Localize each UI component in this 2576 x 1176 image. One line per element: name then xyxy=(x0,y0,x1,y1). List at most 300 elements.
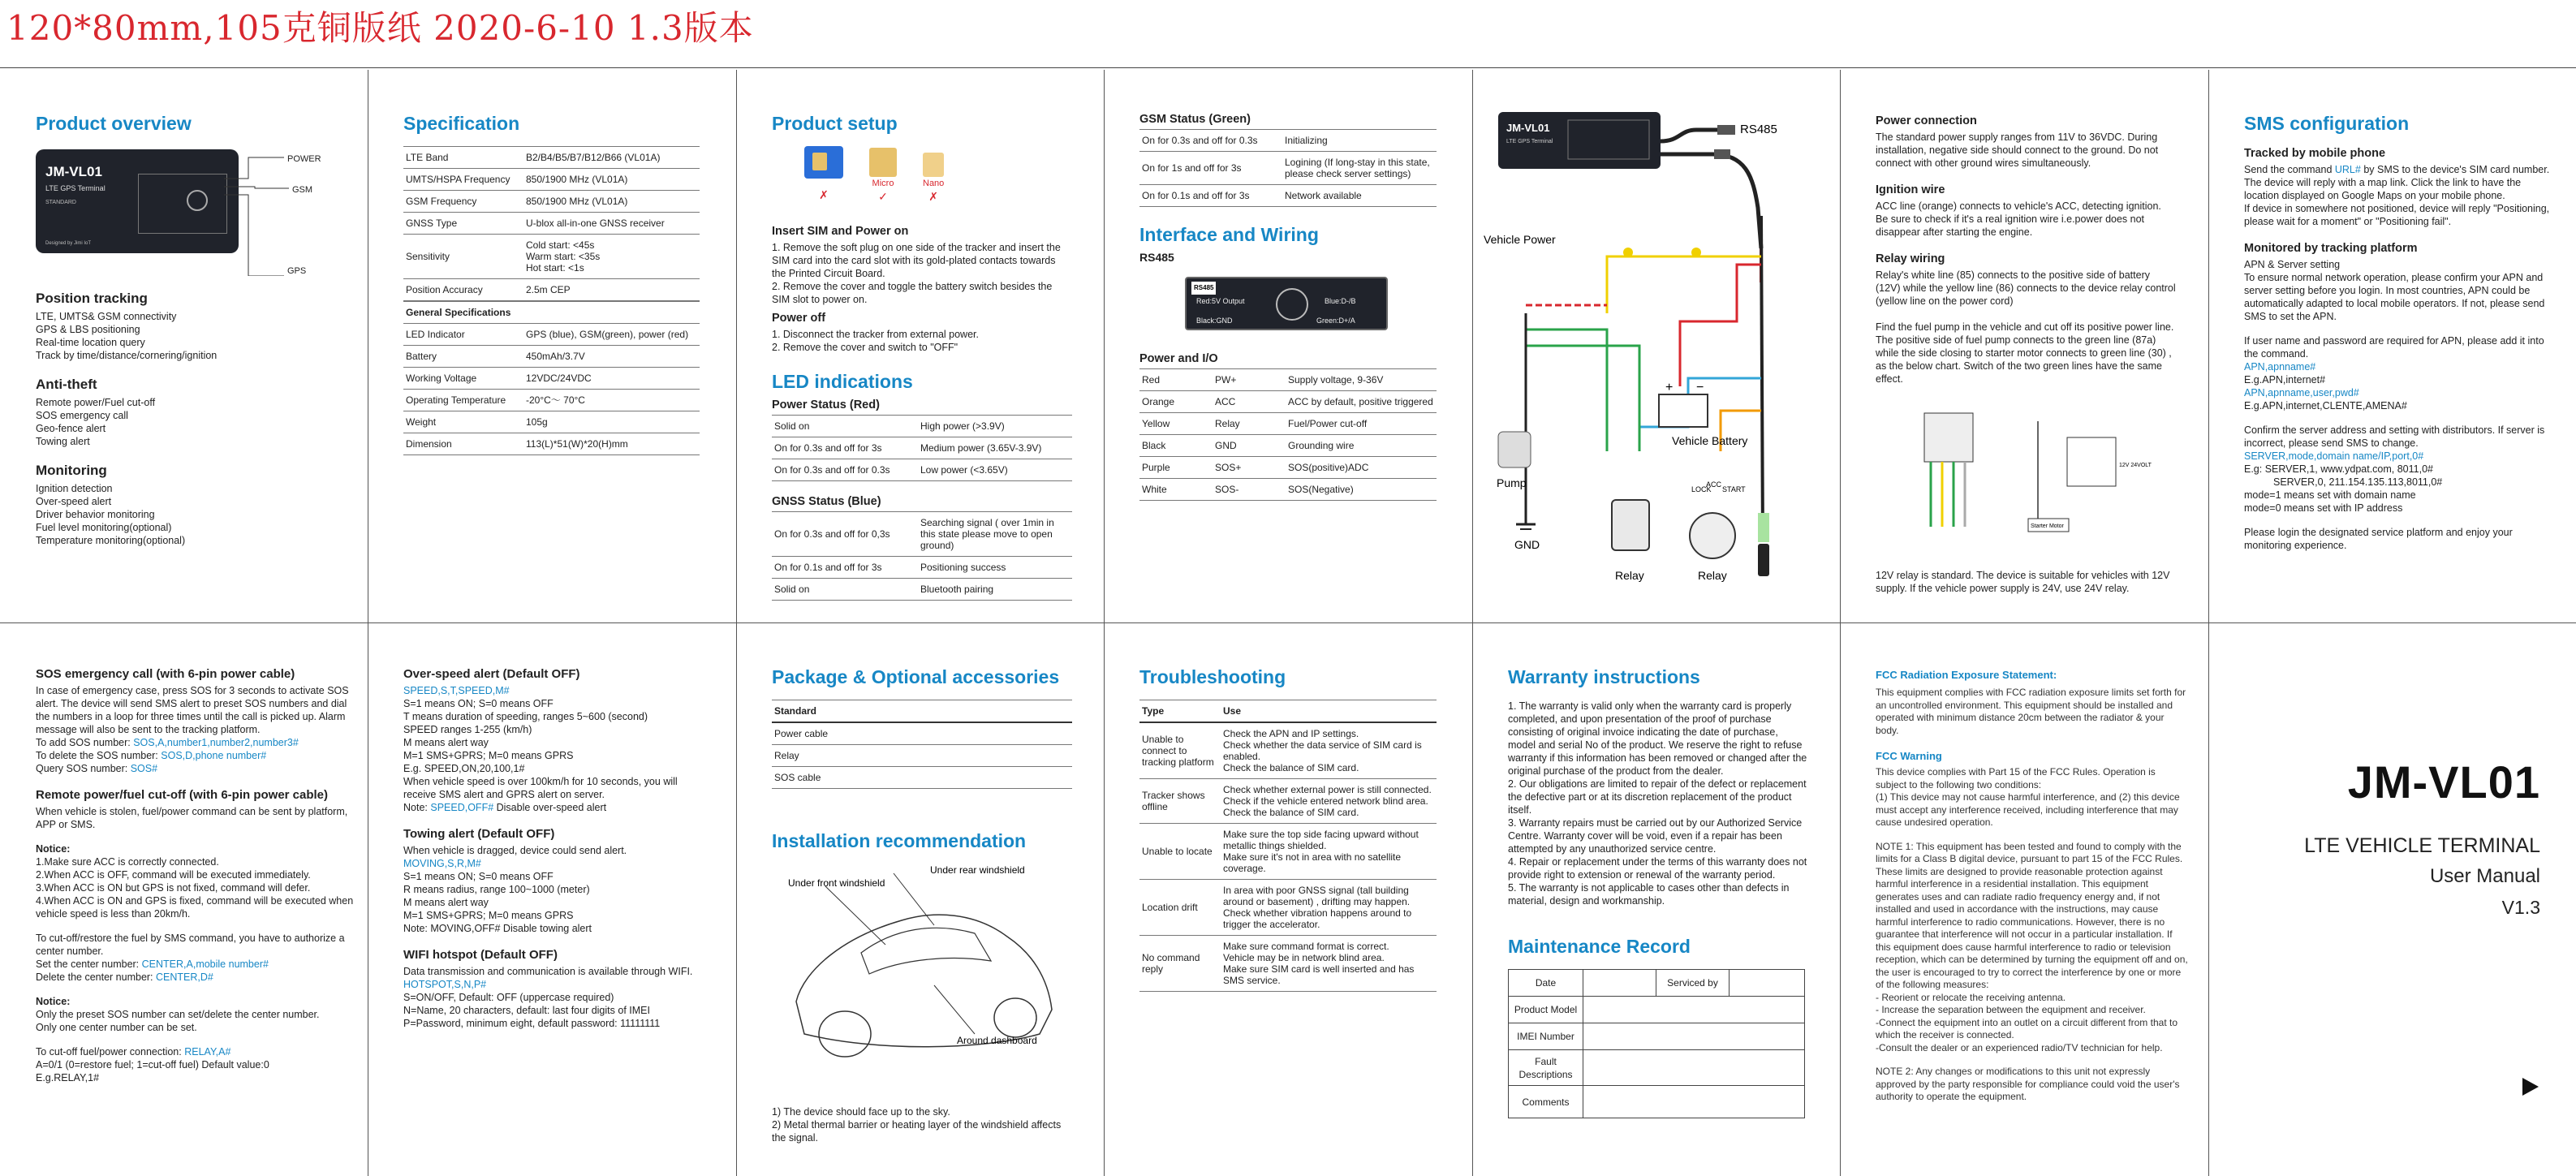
power-io-row-cell: SOS(positive)ADC xyxy=(1286,457,1437,479)
tow-line: R means radius, range 100~1000 (meter) xyxy=(403,884,590,895)
rs485-green: Green:D+/A xyxy=(1316,317,1355,325)
power-io-row-cell: SOS- xyxy=(1213,479,1286,501)
spec-row-cell: 850/1900 MHz (VL01A) xyxy=(523,191,700,213)
print-spec-header xyxy=(0,0,2576,68)
rs485-black: Black:GND xyxy=(1196,317,1233,325)
login-text: Please login the designated service platform and enjoy your monitoring experience. xyxy=(2244,527,2513,551)
trouble-row xyxy=(1139,936,1437,992)
device-sub: LTE GPS Terminal xyxy=(45,184,106,192)
relay-block xyxy=(1924,413,1973,462)
rs485-red: Red:5V Output xyxy=(1196,297,1245,305)
notice2-item: Only the preset SOS number can set/delete the center number. xyxy=(36,1009,320,1020)
relay-text: Relay's white line (85) connects to the positive side of battery (12V) while the yellow line (86) connects to the device relay control (yellow line on the power cord) xyxy=(1876,269,2176,307)
center-delete: Delete the center number: CENTER,D# xyxy=(36,971,213,983)
spec-row xyxy=(403,368,700,390)
power-io-row-cell: Red xyxy=(1139,369,1213,391)
next-arrow-icon xyxy=(2522,1078,2539,1096)
power-io-row xyxy=(1139,391,1437,413)
power-status-heading: Power Status (Red) xyxy=(772,398,880,411)
gsm-status-table xyxy=(1139,129,1437,207)
notice-item: 2.When ACC is OFF, command will be executed immediately. xyxy=(36,869,311,881)
relay-heading: Relay wiring xyxy=(1876,252,1945,265)
url-command: URL# xyxy=(2334,164,2361,175)
general-spec-heading: General Specifications xyxy=(403,302,700,324)
sos-delete: To delete the SOS number: SOS,D,phone number# xyxy=(36,750,267,761)
trouble-row xyxy=(1139,722,1437,779)
apn-example-1: E.g.APN,internet# xyxy=(2244,374,2326,386)
center-set: Set the center number: CENTER,A,mobile number# xyxy=(36,958,269,970)
label-gsm: GSM xyxy=(292,185,313,195)
panel-cover xyxy=(2208,623,2576,1176)
rs485-blue: Blue:D-/B xyxy=(1325,297,1356,305)
gsm-status-row-cell: On for 1s and off for 3s xyxy=(1139,152,1282,185)
power-io-row xyxy=(1139,435,1437,457)
print-spec-title: 120*80mm,105克铜版纸 2020-6-10 1.3版本 xyxy=(6,8,754,48)
relay-example: E.g.RELAY,1# xyxy=(36,1072,100,1083)
spec-row-cell: LED Indicator xyxy=(403,324,523,346)
car-install-figure xyxy=(772,864,1064,1083)
start-label: START xyxy=(1722,485,1746,493)
trouble-head: Type xyxy=(1139,700,1221,723)
tow-lines xyxy=(403,870,712,935)
spec-row-cell: Cold start: <45s Warm start: <35s Hot start: <1s xyxy=(523,235,700,279)
fcc-radiation-text: This equipment complies with FCC radiation exposure limits set forth for an uncontrolled environment. This equipment should be installed and operated with minimum distance 20cm between the radiator & your body. xyxy=(1876,687,2186,736)
warranty-list xyxy=(1508,700,1808,907)
tow-line: M means alert way xyxy=(403,897,489,908)
device-std: STANDARD xyxy=(45,200,76,205)
gsm-status-row-cell: Network available xyxy=(1282,185,1437,207)
speed-line: M means alert way xyxy=(403,737,489,748)
maint-row-label: Product Model xyxy=(1509,997,1583,1023)
power-io-row-cell: Supply voltage, 9-36V xyxy=(1286,369,1437,391)
gsm-status-row-cell: On for 0.3s and off for 0.3s xyxy=(1139,130,1282,152)
windshield xyxy=(861,928,991,974)
wifi-line: S=ON/OFF, Default: OFF (uppercase required) xyxy=(403,992,614,1003)
spec-row-cell: Working Voltage xyxy=(403,368,523,390)
speed-line: When vehicle speed is over 100km/h for 10 seconds, you will receive SMS alert and GPRS alert on server. xyxy=(403,776,678,800)
starter-label: Starter Motor xyxy=(2031,523,2064,529)
spec-row-cell: UMTS/HSPA Frequency xyxy=(403,169,523,191)
track-heading: Tracked by mobile phone xyxy=(2244,147,2386,160)
center-set-command: CENTER,A,mobile number# xyxy=(141,958,269,970)
track-text: Send the command URL# by SMS to the device's SIM card number. The device will reply with a map link. Click the link to have the location displayed on Google Maps on your mobile phone. xyxy=(2244,164,2550,201)
relay-label: Relay xyxy=(1615,569,1644,582)
spec-row-cell: U-blox all-in-one GNSS receiver xyxy=(523,213,700,235)
power-io-row xyxy=(1139,413,1437,435)
wheel-rear xyxy=(994,998,1036,1037)
power-leader xyxy=(224,157,284,179)
tow-line: Note: MOVING,OFF# Disable towing alert xyxy=(403,923,592,934)
gnss-status-row-cell: Solid on xyxy=(772,579,918,601)
notice-item: 1.Make sure ACC is correctly connected. xyxy=(36,856,219,868)
insert-step: 2. Remove the cover and toggle the battery switch besides the SIM slot to power on. xyxy=(772,281,1053,305)
panel-product-overview xyxy=(36,70,360,622)
feature-item: GPS & LBS positioning xyxy=(36,324,140,335)
rs485-port-icon xyxy=(1276,288,1308,321)
spec-row-cell: 113(L)*51(W)*20(H)mm xyxy=(523,433,700,455)
volt-label: 12V 24VOLT xyxy=(2119,463,2152,468)
spec-title: Specification xyxy=(403,113,520,134)
server-example-2: SERVER,0, 211.154.135.113,8011,0# xyxy=(2273,476,2443,488)
panel-package xyxy=(772,623,1072,1176)
feature-item: Remote power/Fuel cut-off xyxy=(36,397,156,408)
led-title: LED indications xyxy=(772,371,913,392)
trouble-row-cell: Check whether external power is still connected. Check if the vehicle entered network blind area. Check the balance of SIM card. xyxy=(1221,779,1437,824)
spec-row-cell: 850/1900 MHz (VL01A) xyxy=(523,169,700,191)
speed-command: SPEED,S,T,SPEED,M# xyxy=(403,685,510,696)
relay-command-line: To cut-off fuel/power connection: RELAY,A# xyxy=(36,1046,231,1058)
wifi-text: Data transmission and communication is available through WIFI. xyxy=(403,966,693,977)
speed-line: E.g. SPEED,ON,20,100,1# xyxy=(403,763,525,774)
maint-row-label: Fault Descriptions xyxy=(1509,1050,1583,1086)
wire-bundle xyxy=(1761,216,1763,541)
wifi-command: HOTSPOT,S,N,P# xyxy=(403,979,487,990)
spec-row xyxy=(403,390,700,411)
spec-row xyxy=(403,169,700,191)
trouble-row-cell: Tracker shows offline xyxy=(1139,779,1221,824)
install-note: 1) The device should face up to the sky. xyxy=(772,1106,950,1118)
device-figure xyxy=(36,146,360,276)
cutoff-text: When vehicle is stolen, fuel/power command can be sent by platform, APP or SMS. xyxy=(36,806,348,830)
led-leader-lines xyxy=(36,146,360,276)
rear-windshield-label: Under rear windshield xyxy=(930,864,1025,876)
feature-item: SOS emergency call xyxy=(36,410,128,421)
feature-heading: Anti-theft xyxy=(36,377,97,392)
spec-row-cell: 2.5m CEP xyxy=(523,279,700,301)
spec-row-cell: GSM Frequency xyxy=(403,191,523,213)
relay-param: A=0/1 (0=restore fuel; 1=cut-off fuel) Default value:0 xyxy=(36,1059,269,1070)
spec-row-cell: 105g xyxy=(523,411,700,433)
power-io-row-cell: Yellow xyxy=(1139,413,1213,435)
speed-lines xyxy=(403,697,712,801)
mode-1: mode=1 means set with domain name xyxy=(2244,489,2416,501)
sos-query-command: SOS# xyxy=(130,763,158,774)
power-status-row xyxy=(772,459,1072,481)
panel-alerts xyxy=(403,623,712,1176)
fold-line xyxy=(1104,70,1105,1176)
power-io-row-cell: SOS(Negative) xyxy=(1286,479,1437,501)
rs485-cable xyxy=(1661,130,1717,141)
package-head: Standard xyxy=(772,700,1072,723)
sos-add-command: SOS,A,number1,number2,number3# xyxy=(133,737,299,748)
notice2-heading: Notice: xyxy=(36,996,71,1007)
trouble-row xyxy=(1139,779,1437,824)
sim-card-icon xyxy=(804,146,843,179)
spec-row xyxy=(403,346,700,368)
spec-row-cell: 450mAh/3.7V xyxy=(523,346,700,368)
power-status-row xyxy=(772,416,1072,437)
feature-item: Fuel level monitoring(optional) xyxy=(36,522,172,533)
battery-icon xyxy=(1659,394,1708,427)
setup-title: Product setup xyxy=(772,113,898,134)
fold-line xyxy=(736,70,737,1176)
platform-heading: Monitored by tracking platform xyxy=(2244,242,2418,255)
maint-row-label: Comments xyxy=(1509,1086,1583,1118)
sim-standard xyxy=(804,146,843,219)
spec-row xyxy=(403,235,700,279)
panel-sms-config xyxy=(2244,70,2552,622)
relay-text-2: Find the fuel pump in the vehicle and cut off its positive power line. The positive side of fuel pump connects to the green line (87a) while the side closing to starter motor connects to green line (30) , as the below chart. Switch of the two green lines have the same effect. xyxy=(1876,321,2174,385)
speed-line: SPEED ranges 1-255 (km/h) xyxy=(403,724,532,735)
feature-heading: Monitoring xyxy=(36,463,107,478)
trouble-row-cell: Make sure the top side facing upward without metallic things shielded. Make sure it's not in area with no satellite coverage. xyxy=(1221,824,1437,880)
label-power: POWER xyxy=(287,154,321,164)
gsm-status-row-cell: On for 0.1s and off for 3s xyxy=(1139,185,1282,207)
speed-line: S=1 means ON; S=0 means OFF xyxy=(403,698,554,709)
tow-line: M=1 SMS+GPRS; M=0 means GPRS xyxy=(403,910,574,921)
power-status-row-cell: On for 0.3s and off for 0.3s xyxy=(772,459,918,481)
package-item: Relay xyxy=(772,745,1072,767)
power-io-row xyxy=(1139,457,1437,479)
feature-item: LTE, UMTS& GSM connectivity xyxy=(36,311,177,322)
feature-heading: Position tracking xyxy=(36,291,148,306)
trouble-row-cell: Location drift xyxy=(1139,880,1221,936)
power-status-row-cell: On for 0.3s and off for 3s xyxy=(772,437,918,459)
device-model: JM-VL01 xyxy=(45,164,102,179)
gsm-status-row-cell: Logining (If long-stay in this state, please check server settings) xyxy=(1282,152,1437,185)
notice-list xyxy=(36,855,356,920)
warranty-item: 3. Warranty repairs must be carried out by our Authorized Service Centre. Warranty cover will be void, even if a repair has been attempted by any unauthorized service centre. xyxy=(1508,817,1803,855)
package-item: Power cable xyxy=(772,722,1072,745)
insert-steps xyxy=(772,241,1072,306)
spec-row xyxy=(403,191,700,213)
spec-row xyxy=(403,411,700,433)
poweroff-steps xyxy=(772,328,1072,354)
server-example: E.g: SERVER,1, www.ydpat.com, 8011,0# xyxy=(2244,463,2433,475)
poweroff-heading: Power off xyxy=(772,312,826,325)
cover-line-2: User Manual xyxy=(2429,865,2540,887)
power-io-row-cell: ACC xyxy=(1213,391,1286,413)
relay-command: RELAY,A# xyxy=(184,1046,231,1058)
package-table xyxy=(772,700,1072,789)
install-title: Installation recommendation xyxy=(772,830,1027,851)
trouble-row-cell: No command reply xyxy=(1139,936,1221,992)
sim-nano-label: Nano xyxy=(923,179,945,188)
warranty-item: 2. Our obligations are limited to repair of the defect or replacement the defective part or at its discretion replacement of the product itself. xyxy=(1508,778,1807,816)
speed-heading: Over-speed alert (Default OFF) xyxy=(403,667,580,681)
general-spec-table xyxy=(403,301,700,455)
wiring-title: Interface and Wiring xyxy=(1139,224,1319,245)
power-status-table xyxy=(772,415,1072,481)
lock-label: LOCK xyxy=(1691,485,1712,493)
cover-line-1: LTE VEHICLE TERMINAL xyxy=(2304,834,2540,857)
fcc-warning-text: This device complies with Part 15 of the FCC Rules. Operation is subject to the following two conditions: (1) This device may not cause harmful interference, and (2) this device must accept any interference received, including interference that may cause undesired operation. xyxy=(1876,766,2180,828)
conn-text: The standard power supply ranges from 11V to 36VDC. During installation, negative side should connect to the ground. Do not connect with other ground wires simultaneously. xyxy=(1876,131,2159,169)
install-note: 2) Metal thermal barrier or heating layer of the windshield affects the signal. xyxy=(772,1119,1062,1144)
spec-row-cell: LTE Band xyxy=(403,147,523,169)
gnss-status-row xyxy=(772,557,1072,579)
panel-warranty xyxy=(1508,623,1808,1176)
fold-line xyxy=(1472,70,1473,1176)
wheel-front xyxy=(819,1011,871,1057)
acc-label: ACC xyxy=(1706,480,1722,489)
sms-title: SMS configuration xyxy=(2244,113,2410,134)
warranty-item: 5. The warranty is not applicable to cases other than defects in material, design and workmanship. xyxy=(1508,882,1790,907)
sos-delete-command: SOS,D,phone number# xyxy=(161,750,267,761)
notice2-list xyxy=(36,1008,356,1034)
gsm-status-row xyxy=(1139,185,1437,207)
rs485-label: RS485 xyxy=(1740,123,1777,136)
spec-row xyxy=(403,213,700,235)
notice2-item: Only one center number can be set. xyxy=(36,1022,197,1033)
power-io-row-cell: Black xyxy=(1139,435,1213,457)
package-item: SOS cable xyxy=(772,767,1072,789)
power-io-row-cell: Grounding wire xyxy=(1286,435,1437,457)
relay-label-2: Relay xyxy=(1698,569,1727,582)
power-io-table xyxy=(1139,368,1437,501)
gnss-status-heading: GNSS Status (Blue) xyxy=(772,495,881,508)
gsm-status-row-cell: Initializing xyxy=(1282,130,1437,152)
gnss-status-row-cell: On for 0.1s and off for 3s xyxy=(772,557,918,579)
ignition-switch-icon xyxy=(1690,513,1735,558)
maint-served-label: Serviced by xyxy=(1656,970,1730,997)
sos-query: Query SOS number: SOS# xyxy=(36,763,158,774)
wifi-line: N=Name, 20 characters, default: last four digits of IMEI xyxy=(403,1005,650,1016)
device-by: Designed by Jimi IoT xyxy=(45,241,92,246)
apn-example-2: E.g.APN,internet,CLENTE,AMENA# xyxy=(2244,400,2407,411)
panel-sos xyxy=(36,623,356,1176)
maint-row-label: IMEI Number xyxy=(1509,1023,1583,1050)
gsm-status-heading: GSM Status (Green) xyxy=(1139,113,1251,126)
spec-row-cell: Operating Temperature xyxy=(403,390,523,411)
overview-title: Product overview xyxy=(36,113,192,134)
spec-row-cell: -20°C～ 70°C xyxy=(523,390,700,411)
apn-command-2: APN,apnname,user,pwd# xyxy=(2244,387,2359,398)
notice-item: 4.When ACC is ON and GPS is fixed, command will be executed when vehicle speed is less than 20km/h. xyxy=(36,895,354,920)
feature-item: Ignition detection xyxy=(36,483,113,494)
gsm-status-row xyxy=(1139,130,1437,152)
pump-label: Pump xyxy=(1497,476,1527,489)
feature-item: Temperature monitoring(optional) xyxy=(36,535,186,546)
relay-icon xyxy=(1612,500,1649,550)
sim-micro-label: Micro xyxy=(872,179,894,188)
trouble-table xyxy=(1139,700,1437,992)
trouble-row-cell: Unable to connect to tracking platform xyxy=(1139,722,1221,779)
conn-heading: Power connection xyxy=(1876,114,1977,127)
warranty-title: Warranty instructions xyxy=(1508,666,1700,687)
cutoff-heading: Remote power/fuel cut-off (with 6-pin power cable) xyxy=(36,788,329,802)
trouble-row-cell: In area with poor GNSS signal (tall building around or basement) , drifting may happen. Check whether vibration happens around to trigger the accelerator. xyxy=(1221,880,1437,936)
power-io-heading: Power and I/O xyxy=(1139,352,1218,365)
panel-wiring-diagram xyxy=(1477,70,1834,622)
sim-sizes xyxy=(804,146,1072,219)
sim-cross-icon: ✗ xyxy=(928,190,939,203)
fuse-holder xyxy=(1758,544,1769,576)
panel-fcc xyxy=(1876,623,2188,1176)
feature-item: Track by time/distance/cornering/ignition xyxy=(36,350,218,361)
speed-line: T means duration of speeding, ranges 5~600 (second) xyxy=(403,711,648,722)
rs485-tag: RS485 xyxy=(1191,282,1216,295)
feature-item: Geo-fence alert xyxy=(36,423,106,434)
gnss-status-row-cell: On for 0.3s and off for 0,3s xyxy=(772,512,918,557)
trouble-row-cell: Make sure command format is correct. Vehicle may be in network blind area. Make sure SIM card is well inserted and has SMS service. xyxy=(1221,936,1437,992)
spec-row-cell: Position Accuracy xyxy=(403,279,523,301)
power-status-row-cell: Medium power (3.65V-3.9V) xyxy=(918,437,1072,459)
warranty-item: 4. Repair or replacement under the terms of this warranty does not provide right to extension or renewal of the warranty period. xyxy=(1508,856,1807,881)
panel-troubleshooting xyxy=(1139,623,1437,1176)
trouble-row-cell: Check the APN and IP settings. Check whether the data service of SIM card is enabled. Check the balance of SIM card. xyxy=(1221,722,1437,779)
power-status-row-cell: High power (>3.9V) xyxy=(918,416,1072,437)
relay-schematic xyxy=(2067,437,2116,486)
sos-add: To add SOS number: SOS,A,number1,number2,number3# xyxy=(36,737,299,748)
trouble-head: Use xyxy=(1221,700,1437,723)
mode-0: mode=0 means set with IP address xyxy=(2244,502,2403,514)
gnss-status-row-cell: Positioning success xyxy=(918,557,1072,579)
speed-note: Note: SPEED,OFF# Disable over-speed alert xyxy=(403,802,607,813)
power-io-row xyxy=(1139,479,1437,501)
tracker-sub: LTE GPS Terminal xyxy=(1506,139,1553,144)
center-delete-command: CENTER,D# xyxy=(156,971,213,983)
sim-card-icon xyxy=(923,153,944,177)
maint-date-label: Date xyxy=(1509,970,1583,997)
dashboard-label: Around dashboard xyxy=(957,1035,1037,1046)
power-io-row xyxy=(1139,369,1437,391)
fcc-warning-heading: FCC Warning xyxy=(1876,750,1942,762)
front-windshield-label: Under front windshield xyxy=(788,877,885,889)
gnss-status-row xyxy=(772,579,1072,601)
power-io-row-cell: White xyxy=(1139,479,1213,501)
center-text: To cut-off/restore the fuel by SMS command, you have to authorize a center number. xyxy=(36,933,345,957)
spec-row-cell: GNSS Type xyxy=(403,213,523,235)
spec-row xyxy=(403,324,700,346)
trouble-row xyxy=(1139,880,1437,936)
sim-nano xyxy=(923,146,944,219)
insert-step: 1. Remove the soft plug on one side of the tracker and insert the SIM card into the card slot with its gold-plated contacts towards the Printed Circuit Board. xyxy=(772,242,1061,279)
vehicle-battery-label: Vehicle Battery xyxy=(1672,434,1748,447)
spec-row-cell: Sensitivity xyxy=(403,235,523,279)
power-io-row-cell: Relay xyxy=(1213,413,1286,435)
gnss-status-row-cell: Bluetooth pairing xyxy=(918,579,1072,601)
wire-power-red xyxy=(1680,265,1761,386)
sos-heading: SOS emergency call (with 6-pin power cable) xyxy=(36,667,295,681)
feature-item: Driver behavior monitoring xyxy=(36,509,155,520)
feature-item: Over-speed alert xyxy=(36,496,112,507)
spec-row-cell: B2/B4/B5/B7/B12/B66 (VL01A) xyxy=(523,147,700,169)
fcc-note-2: NOTE 2: Any changes or modifications to this unit not expressly approved by the party responsible for compliance could void the user's authority to operate the equipment. xyxy=(1876,1066,2180,1102)
platform-text: APN & Server setting To ensure normal network operation, please confirm your APN and server setting before you login. In most countries, APN could be automatically adapted to local mobile operators. If not, please send SMS to set the APN. xyxy=(2244,259,2545,322)
package-title: Package & Optional accessories xyxy=(772,666,1060,687)
feature-item: Real-time location query xyxy=(36,337,145,348)
wifi-heading: WIFI hotspot (Default OFF) xyxy=(403,948,558,962)
gnss-status-table xyxy=(772,511,1072,601)
power-io-row-cell: PW+ xyxy=(1213,369,1286,391)
spec-row-cell: 12VDC/24VDC xyxy=(523,368,700,390)
rs485-heading: RS485 xyxy=(1139,251,1174,264)
maint-table xyxy=(1508,969,1805,1118)
overview-sections xyxy=(36,291,360,547)
power-cable xyxy=(1661,154,1761,248)
speed-line: M=1 SMS+GPRS; M=0 means GPRS xyxy=(403,750,574,761)
gnd-label: GND xyxy=(1514,538,1540,551)
notice-item: 3.When ACC is ON but GPS is not fixed, command will defer. xyxy=(36,882,311,894)
panel-interface-wiring xyxy=(1139,70,1437,622)
car-outline xyxy=(796,915,1052,1047)
tow-command: MOVING,S,R,M# xyxy=(403,858,481,869)
tow-heading: Towing alert (Default OFF) xyxy=(403,827,555,841)
rs485-connector xyxy=(1185,277,1388,330)
wiring-diagram xyxy=(1477,70,1834,622)
notice-heading: Notice: xyxy=(36,843,71,855)
panel-specification xyxy=(403,70,700,622)
spec-row-cell: Dimension xyxy=(403,433,523,455)
cover-model: JM-VL01 xyxy=(2347,756,2540,808)
power-io-row-cell: SOS+ xyxy=(1213,457,1286,479)
spec-table xyxy=(403,146,700,301)
svg-text:+: + xyxy=(1665,381,1674,394)
gsm-leader xyxy=(224,187,289,188)
tow-text: When vehicle is dragged, device could send alert. xyxy=(403,845,627,856)
trouble-row-cell: Unable to locate xyxy=(1139,824,1221,880)
